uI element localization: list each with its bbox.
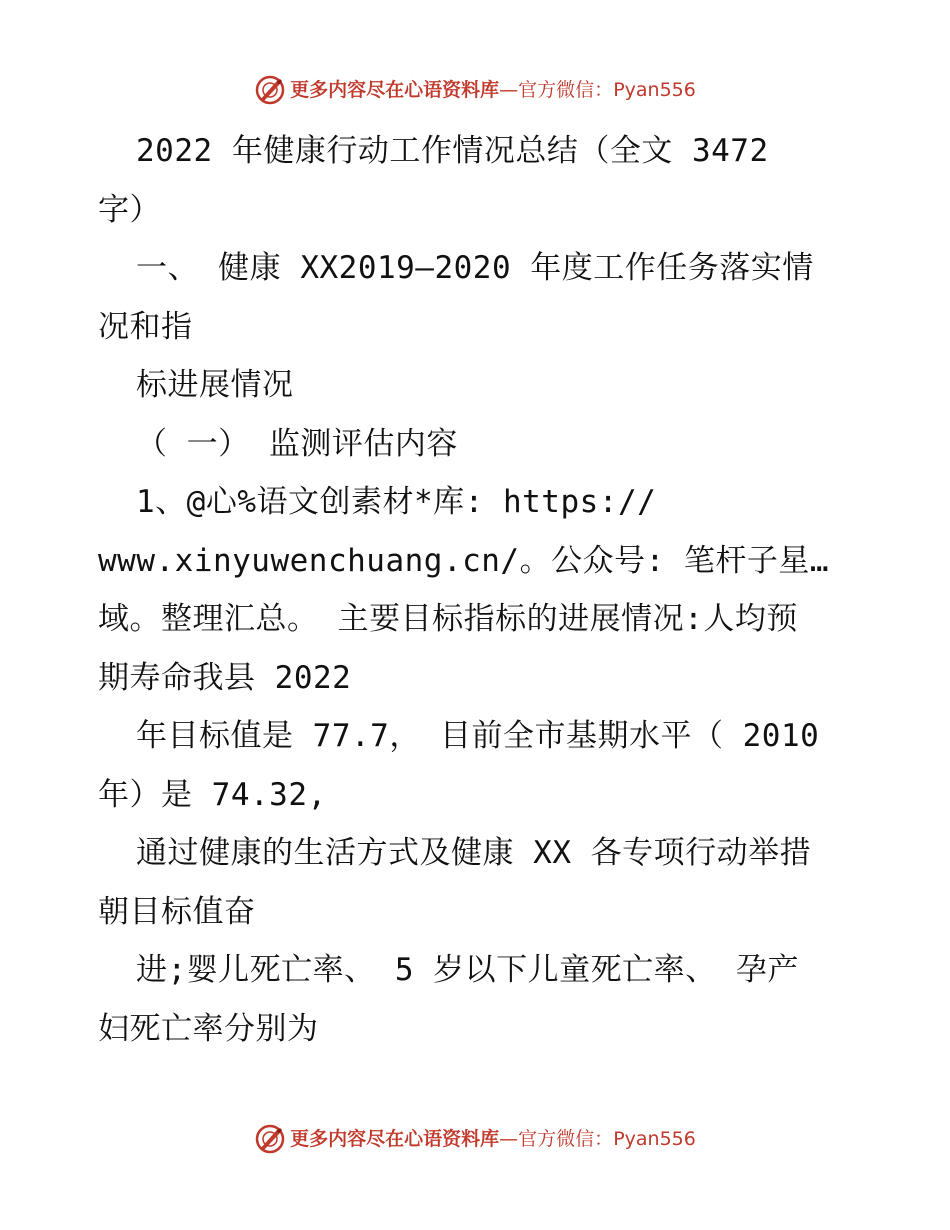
document-line: 标进展情况: [136, 367, 294, 403]
document-line: 况和指: [98, 308, 193, 345]
document-line: 年目标值是 77.7， 目前全市基期水平（ 2010: [136, 718, 820, 754]
document-line: 一、 健康 XX2019—2020 年度工作任务落实情: [136, 250, 814, 286]
document-line: 域。整理汇总。 主要目标指标的进展情况:人均预: [98, 601, 798, 637]
document-line: 字）: [98, 191, 161, 228]
document-line: 年）是 74.32,: [98, 776, 327, 813]
document-line: 期寿命我县 2022: [98, 659, 352, 696]
document-body: [98, 122, 858, 1058]
document-line: 妇死亡率分别为: [98, 1010, 319, 1047]
document-line: www.xinyuwenchuang.cn/。公众号: 笔杆子星…: [98, 542, 830, 579]
document-line: （ 一） 监测评估内容: [136, 425, 458, 462]
watermark-label: 官方微信：: [518, 79, 614, 101]
pen-circle-logo-icon: [254, 74, 286, 106]
footer-watermark: [0, 1123, 950, 1155]
header-watermark: [0, 74, 950, 106]
watermark-label: 官方微信：: [518, 1128, 614, 1150]
watermark-dash: —: [499, 1128, 519, 1150]
document-line: 进;婴儿死亡率、 5 岁以下儿童死亡率、 孕产: [136, 952, 799, 988]
pen-circle-logo-icon: [254, 1123, 286, 1155]
document-line: 通过健康的生活方式及健康 XX 各专项行动举措: [136, 835, 812, 871]
watermark-dash: —: [499, 79, 519, 101]
watermark-handle: Pyan556: [613, 79, 696, 101]
watermark-main-text: 更多内容尽在心语资料库: [290, 1128, 500, 1150]
watermark-main-text: 更多内容尽在心语资料库: [290, 79, 500, 101]
watermark-handle: Pyan556: [613, 1128, 696, 1150]
document-line: 2022 年健康行动工作情况总结（全文 3472: [136, 133, 769, 169]
document-line: 1、@心%语文创素材*库: https://: [136, 484, 657, 520]
document-line: 朝目标值奋: [98, 893, 256, 930]
